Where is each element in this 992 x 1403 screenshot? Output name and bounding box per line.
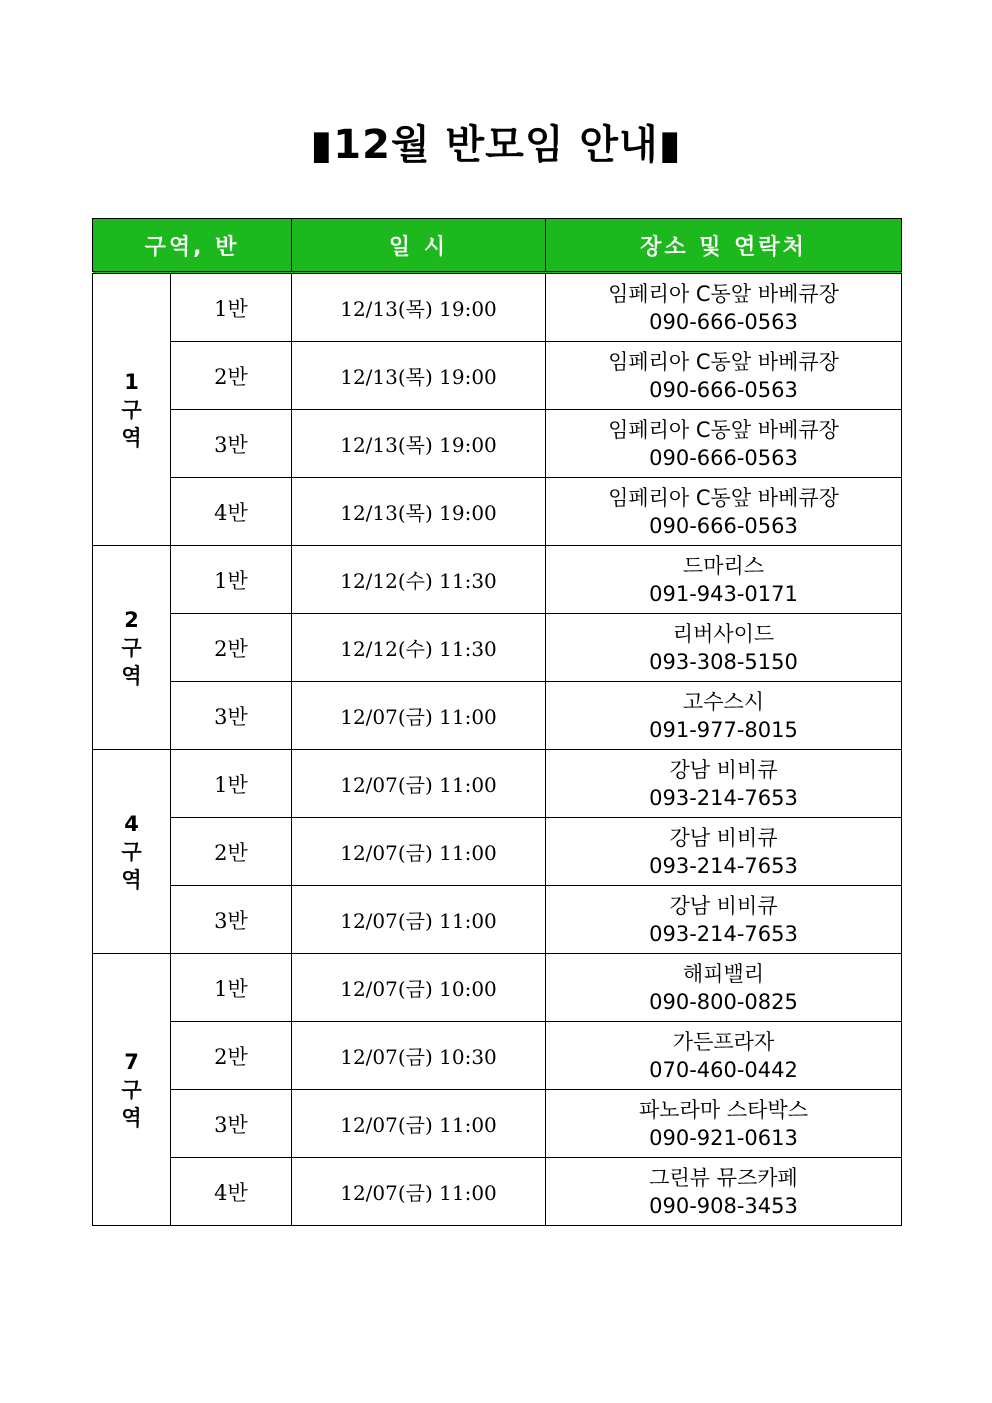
place-name: 임페리아 C동앞 바베큐장 <box>608 281 839 306</box>
datetime-cell: 12/07(금) 10:00 <box>292 954 546 1022</box>
class-cell: 3반 <box>171 410 292 478</box>
class-cell: 2반 <box>171 614 292 682</box>
place-cell <box>546 1022 902 1090</box>
place-phone: 090-666-0563 <box>649 309 798 334</box>
place-cell <box>546 818 902 886</box>
datetime-cell: 12/13(목) 19:00 <box>292 342 546 410</box>
table-row <box>93 1090 902 1158</box>
place-phone: 090-800-0825 <box>649 989 798 1014</box>
header-row <box>93 219 902 273</box>
zone-label: 7 구 역 <box>93 954 171 1226</box>
datetime-cell: 12/12(수) 11:30 <box>292 546 546 614</box>
place-cell <box>546 954 902 1022</box>
class-cell: 4반 <box>171 1158 292 1226</box>
place-phone: 070-460-0442 <box>649 1057 798 1082</box>
datetime-cell: 12/07(금) 11:00 <box>292 818 546 886</box>
place-cell <box>546 478 902 546</box>
place-cell <box>546 546 902 614</box>
class-cell: 2반 <box>171 818 292 886</box>
datetime-cell: 12/07(금) 11:00 <box>292 682 546 750</box>
class-cell: 3반 <box>171 886 292 954</box>
place-cell <box>546 682 902 750</box>
place-phone: 093-308-5150 <box>649 649 798 674</box>
zone-label: 2 구 역 <box>93 546 171 750</box>
datetime-cell: 12/07(금) 11:00 <box>292 1090 546 1158</box>
class-cell: 2반 <box>171 1022 292 1090</box>
place-cell <box>546 342 902 410</box>
place-phone: 093-214-7653 <box>649 785 798 810</box>
datetime-cell: 12/12(수) 11:30 <box>292 614 546 682</box>
header-zone-class: 구역, 반 <box>93 219 292 273</box>
place-phone: 090-921-0613 <box>649 1125 798 1150</box>
datetime-cell: 12/13(목) 19:00 <box>292 410 546 478</box>
class-cell: 3반 <box>171 1090 292 1158</box>
place-phone: 091-943-0171 <box>649 581 798 606</box>
class-cell: 1반 <box>171 546 292 614</box>
class-cell: 1반 <box>171 750 292 818</box>
place-name: 임페리아 C동앞 바베큐장 <box>608 349 839 374</box>
place-phone: 091-977-8015 <box>649 717 798 742</box>
place-name: 강남 비비큐 <box>669 893 778 918</box>
place-name: 고수스시 <box>682 689 765 714</box>
header-place: 장소 및 연락처 <box>546 219 902 273</box>
place-name: 해피밸리 <box>682 961 765 986</box>
table-row <box>93 546 902 614</box>
class-cell: 3반 <box>171 682 292 750</box>
datetime-cell: 12/07(금) 10:30 <box>292 1022 546 1090</box>
table-row <box>93 954 902 1022</box>
place-cell <box>546 273 902 342</box>
table-row <box>93 886 902 954</box>
place-cell <box>546 750 902 818</box>
page-title: ▮12월 반모임 안내▮ <box>310 122 682 168</box>
place-name: 리버사이드 <box>672 621 775 646</box>
place-name: 파노라마 스타박스 <box>639 1097 808 1122</box>
table-row <box>93 1022 902 1090</box>
place-phone: 093-214-7653 <box>649 853 798 878</box>
table-row <box>93 342 902 410</box>
header-datetime: 일 시 <box>292 219 546 273</box>
datetime-cell: 12/07(금) 11:00 <box>292 1158 546 1226</box>
datetime-cell: 12/13(목) 19:00 <box>292 478 546 546</box>
class-cell: 1반 <box>171 273 292 342</box>
place-name: 드마리스 <box>682 553 765 578</box>
place-cell <box>546 1158 902 1226</box>
zone-label: 4 구 역 <box>93 750 171 954</box>
class-cell: 4반 <box>171 478 292 546</box>
place-phone: 093-214-7653 <box>649 921 798 946</box>
schedule-table <box>92 218 902 1226</box>
datetime-cell: 12/07(금) 11:00 <box>292 886 546 954</box>
place-cell <box>546 614 902 682</box>
zone-label: 1 구 역 <box>93 273 171 546</box>
place-cell <box>546 886 902 954</box>
place-name: 강남 비비큐 <box>669 825 778 850</box>
class-cell: 1반 <box>171 954 292 1022</box>
table-row <box>93 478 902 546</box>
table-row <box>93 1158 902 1226</box>
place-name: 임페리아 C동앞 바베큐장 <box>608 485 839 510</box>
place-phone: 090-666-0563 <box>649 377 798 402</box>
table-row <box>93 614 902 682</box>
table-row <box>93 682 902 750</box>
place-cell <box>546 1090 902 1158</box>
place-name: 강남 비비큐 <box>669 757 778 782</box>
place-phone: 090-666-0563 <box>649 513 798 538</box>
datetime-cell: 12/07(금) 11:00 <box>292 750 546 818</box>
table-row <box>93 410 902 478</box>
table-row <box>93 750 902 818</box>
place-phone: 090-666-0563 <box>649 445 798 470</box>
place-cell <box>546 410 902 478</box>
datetime-cell: 12/13(목) 19:00 <box>292 273 546 342</box>
place-name: 가든프라자 <box>672 1029 775 1054</box>
place-phone: 090-908-3453 <box>649 1193 798 1218</box>
place-name: 그린뷰 뮤즈카페 <box>649 1165 798 1190</box>
class-cell: 2반 <box>171 342 292 410</box>
place-name: 임페리아 C동앞 바베큐장 <box>608 417 839 442</box>
table-row <box>93 818 902 886</box>
table-row <box>93 273 902 342</box>
